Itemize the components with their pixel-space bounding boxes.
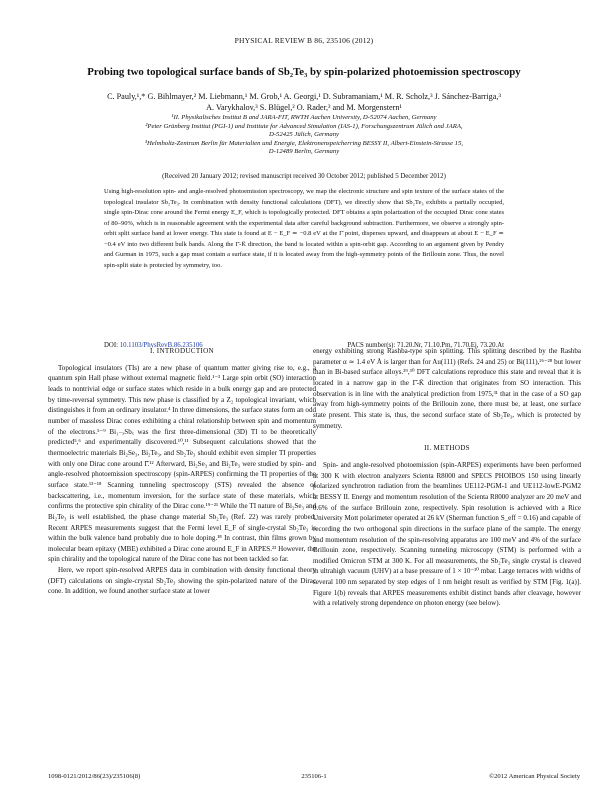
paragraph: energy exhibiting strong Rashba-type spin splitting. This splitting described by the Rashba parameter α ≃ 1.4 eV Å is larger than for Au(111) (Refs. 24 and 25) or Bi(111),²⁶⁻²⁸ but lower than in Bi-based surface alloys.²⁹,³⁰ DFT calculations reproduce this state and reveal that it is located in a narrow gap in the Γ̄-K̄ direction that originates from SO interaction. This observation is in line with the analytical prediction from 1975,³¹ that in the case of a SO gap away from high-symmetry points of the Brillouin zone, there must be, at least, one surface state present. This state is, thus, the second surface state of Sb₂Te₃, which is protected by symmetry. <box>313 347 581 430</box>
affiliation-line: ²Peter Grünberg Institut (PGI-1) and Institute for Advanced Simulation (IAS-1), Forschungszentrum Jülich and JARA, <box>145 122 463 130</box>
author-line: A. Varykhalov,³ S. Blügel,² O. Rader,³ and M. Morgenstern¹ <box>206 102 402 112</box>
paragraph: Here, we report spin-resolved ARPES data in combination with density functional theory (DFT) calculations on single-crystal Sb₂Te₃ showing the spin-polarized nature of the Dirac cone. In addition, we found another surface state at lower <box>48 566 316 596</box>
footer-copyright: ©2012 American Physical Society <box>489 773 580 780</box>
paragraph: Topological insulators (TIs) are a new phase of quantum matter giving rise to, e.g., a quantum spin Hall phase without external magnetic field.¹⁻³ Large spin orbit (SO) interaction leads to nontrivial edge or surface states which reside in a bulk energy gap and are protected by time-reversal symmetry. This new phase is classified by a Z₂ topological invariant, which distinguishes it from an ordinary insulator.⁴ In three dimensions, the surface states form an odd number of massless Dirac cones exhibiting a chiral relationship between spin and momentum of the electrons.⁵⁻⁹ Bi₁₋ₓSbₓ was the first three-dimensional (3D) TI to be theoretically predicted⁵,⁶ and experimentally discovered.¹⁰,¹¹ Subsequent calculations showed that the thermoelectric materials Bi₂Se₃, Bi₂Te₃, and Sb₂Te₃ should exhibit even simpler TI properties with only one Dirac cone around Γ̄.¹² Afterward, Bi₂Se₃ and Bi₂Te₃ were studied by spin- and angle-resolved photoemission spectroscopy (spin-ARPES) confirming the TI properties of the surface state.¹³⁻¹⁸ Scanning tunneling spectroscopy (STS) revealed the absence of backscattering, i.e., momentum inversion, for the surface state of these materials, which confirms the protective spin chirality of the Dirac cone.¹⁹⁻²¹ While the TI nature of Bi₂Se₃ and Bi₂Te₃ is well established, the phase change material Sb₂Te₃ (Ref. 22) was rarely probed. Recent ARPES measurements suggest that the Fermi level E_F of single-crystal Sb₂Te₃ is within the bulk valence band probably due to hole doping.¹⁸ In contrast, thin films grown by molecular beam epitaxy (MBE) exhibited a Dirac cone around E_F in ARPES.²³ However, the spin chirality and the topological nature of the Dirac cone has not been tackled so far. <box>48 363 316 564</box>
footer-issn: 1098-0121/2012/86(23)/235106(8) <box>48 773 141 780</box>
affiliation-line: ¹II. Physikalisches Institut B and JARA-FIT, RWTH Aachen University, D-52074 Aachen, Germany <box>171 114 437 121</box>
affiliation-line: D-12489 Berlin, Germany <box>268 148 340 156</box>
paper-title: Probing two topological surface bands of Sb₂Te₃ by spin-polarized photoemission spectroscopy <box>87 66 521 78</box>
affiliation-line: ³Helmholtz-Zentrum Berlin für Materialien und Energie, Elektronenspeicherring BESSY II, Albert-Einstein-Strasse 15, <box>144 139 464 147</box>
author-line: C. Pauly,¹,* G. Bihlmayer,² M. Liebmann,¹ M. Grob,¹ A. Georgi,¹ D. Subramaniam,¹ M. R. Scholz,³ J. Sánchez-Barriga,³ <box>107 92 501 101</box>
abstract: Using high-resolution spin- and angle-resolved photoemission spectroscopy, we map the electronic structure and spin texture of the surface states of the topological insulator Sb₂Te₃. In combination with density functional calculations (DFT), we directly show that Sb₂Te₃ exhibits a partially occupied, single spin-Dirac cone around the Fermi energy E_F, which is topologically protected. DFT obtains a spin polarization of the occupied Dirac cone states of 80–90%, which is in reasonable agreement with the experimental data after careful background subtraction. Furthermore, we observe a strongly spin-orbit split surface band at lower energy. This state is found at E − E_F ≃ −0.8 eV at the Γ̄ point, disperses upward, and disappears at about E − E_F ≃ −0.4 eV into two different bulk bands. Along the Γ̄-K̄ direction, the band is located within a spin-orbit gap. According to an argument given by Pendry and Gurman in 1975, such a gap must contain a surface state, if it is located away from the high-symmetry points of the Brillouin zone. Thus, the novel spin-split state is protected by symmetry, too. <box>104 188 504 269</box>
author-list <box>30 92 578 113</box>
footer-page-number: 235106-1 <box>301 773 327 780</box>
affiliations <box>30 114 578 157</box>
section-heading-methods: II. METHODS <box>424 444 470 453</box>
journal-header: PHYSICAL REVIEW B 86, 235106 (2012) <box>234 36 374 45</box>
pacs-numbers: PACS number(s): 71.20.Nr, 71.10.Pm, 71.70.Ej, 73.20.At <box>347 342 504 349</box>
received-dates: (Received 20 January 2012; revised manuscript received 30 October 2012; published 5 December 2012) <box>162 173 446 180</box>
left-column <box>48 346 316 597</box>
paragraph: Spin- and angle-resolved photoemission (spin-ARPES) experiments have been performed at 300 K with electron analyzers Scienta R8000 and SPECS PHOIBOS 150 using linearly polarized synchrotron radiation from the beamlines UE112-PGM-1 and UE112-lowE-PGM2 at BESSY II. Energy and momentum resolution of the Scienta R8000 analyzer are 20 meV and 0.6% of the surface Brillouin zone, respectively. Spin resolution is achieved with a Rice University Mott polarimeter operated at 26 kV (Sherman function S_eff = 0.16) and capable of recording the two orthogonal spin directions in the surface plane of the sample. The energy and momentum resolution of the spin-resolving apparatus are 100 meV and 4% of the surface Brillouin zone, respectively. Scanning tunneling microscopy (STM) is performed with a modified Omicron STM at 300 K. For all measurements, the Sb₂Te₃ single crystal is cleaved in ultrahigh vacuum (UHV) at a base pressure of 1 × 10⁻¹⁰ mbar. Large terraces with widths of several 100 nm separated by step edges of 1 nm height result as verified by STM [Fig. 1(a)]. Figure 1(b) reveals that ARPES measurements exhibit distinct bands after cleavage, however with a relatively strong dependence on photon energy (see below). <box>313 460 581 608</box>
doi-link[interactable]: 10.1103/PhysRevB.86.235106 <box>119 342 203 349</box>
section-heading-introduction: I. INTRODUCTION <box>149 347 214 355</box>
right-column <box>313 346 581 609</box>
doi-label: DOI: <box>104 342 118 349</box>
affiliation-line: D-52425 Jülich, Germany <box>268 131 340 139</box>
